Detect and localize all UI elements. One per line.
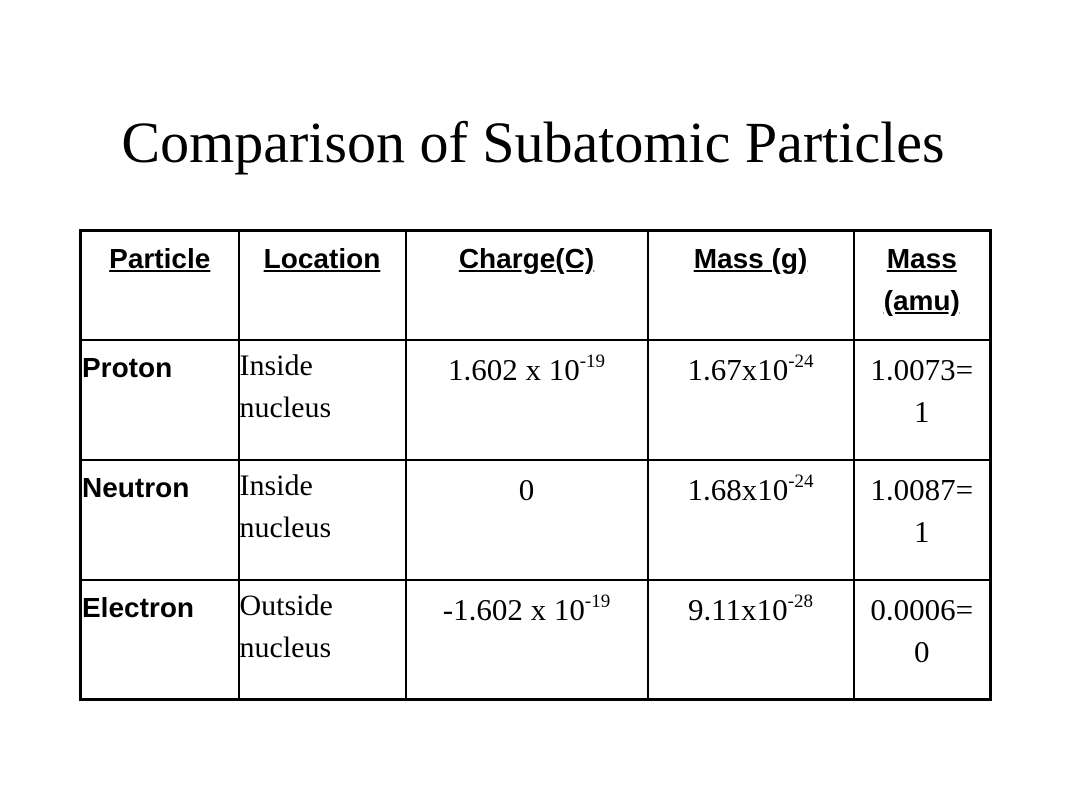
table-row <box>81 580 991 700</box>
header-particle: Particle <box>81 231 239 340</box>
cell-particle: Neutron <box>81 460 239 580</box>
header-mass-amu: Mass (amu) <box>854 231 991 340</box>
cell-particle: Proton <box>81 340 239 460</box>
charge-base: -1.602 x 10 <box>442 591 585 627</box>
header-mass-g: Mass (g) <box>648 231 854 340</box>
cell-charge <box>406 580 648 700</box>
cell-mass-g <box>648 460 854 580</box>
mass-g-exponent: -28 <box>787 590 813 612</box>
table-row <box>81 460 991 580</box>
cell-location: Inside nucleus <box>239 340 406 460</box>
cell-location: Outside nucleus <box>239 580 406 700</box>
charge-base: 1.602 x 10 <box>447 351 580 387</box>
charge-exponent: -19 <box>584 590 611 612</box>
cell-mass-amu: 1.0087= 1 <box>854 460 991 580</box>
header-location: Location <box>239 231 406 340</box>
slide-title: Comparison of Subatomic Particles <box>121 110 945 175</box>
mass-g-base: 1.67x10 <box>687 351 789 387</box>
cell-mass-amu: 0.0006= 0 <box>854 580 991 700</box>
header-charge: Charge(C) <box>406 231 648 340</box>
mass-g-base: 9.11x10 <box>688 591 788 627</box>
charge-exponent: -19 <box>579 350 606 372</box>
cell-mass-g <box>648 580 854 700</box>
mass-g-exponent: -24 <box>788 350 814 372</box>
cell-charge <box>406 340 648 460</box>
mass-g-exponent: -24 <box>788 470 814 492</box>
cell-charge <box>406 460 648 580</box>
mass-g-base: 1.68x10 <box>687 471 789 507</box>
charge-base: 0 <box>518 471 535 507</box>
particle-comparison-table <box>79 229 992 701</box>
cell-mass-g <box>648 340 854 460</box>
cell-particle: Electron <box>81 580 239 700</box>
table-row <box>81 340 991 460</box>
cell-mass-amu: 1.0073= 1 <box>854 340 991 460</box>
table-header-row <box>81 231 991 340</box>
cell-location: Inside nucleus <box>239 460 406 580</box>
